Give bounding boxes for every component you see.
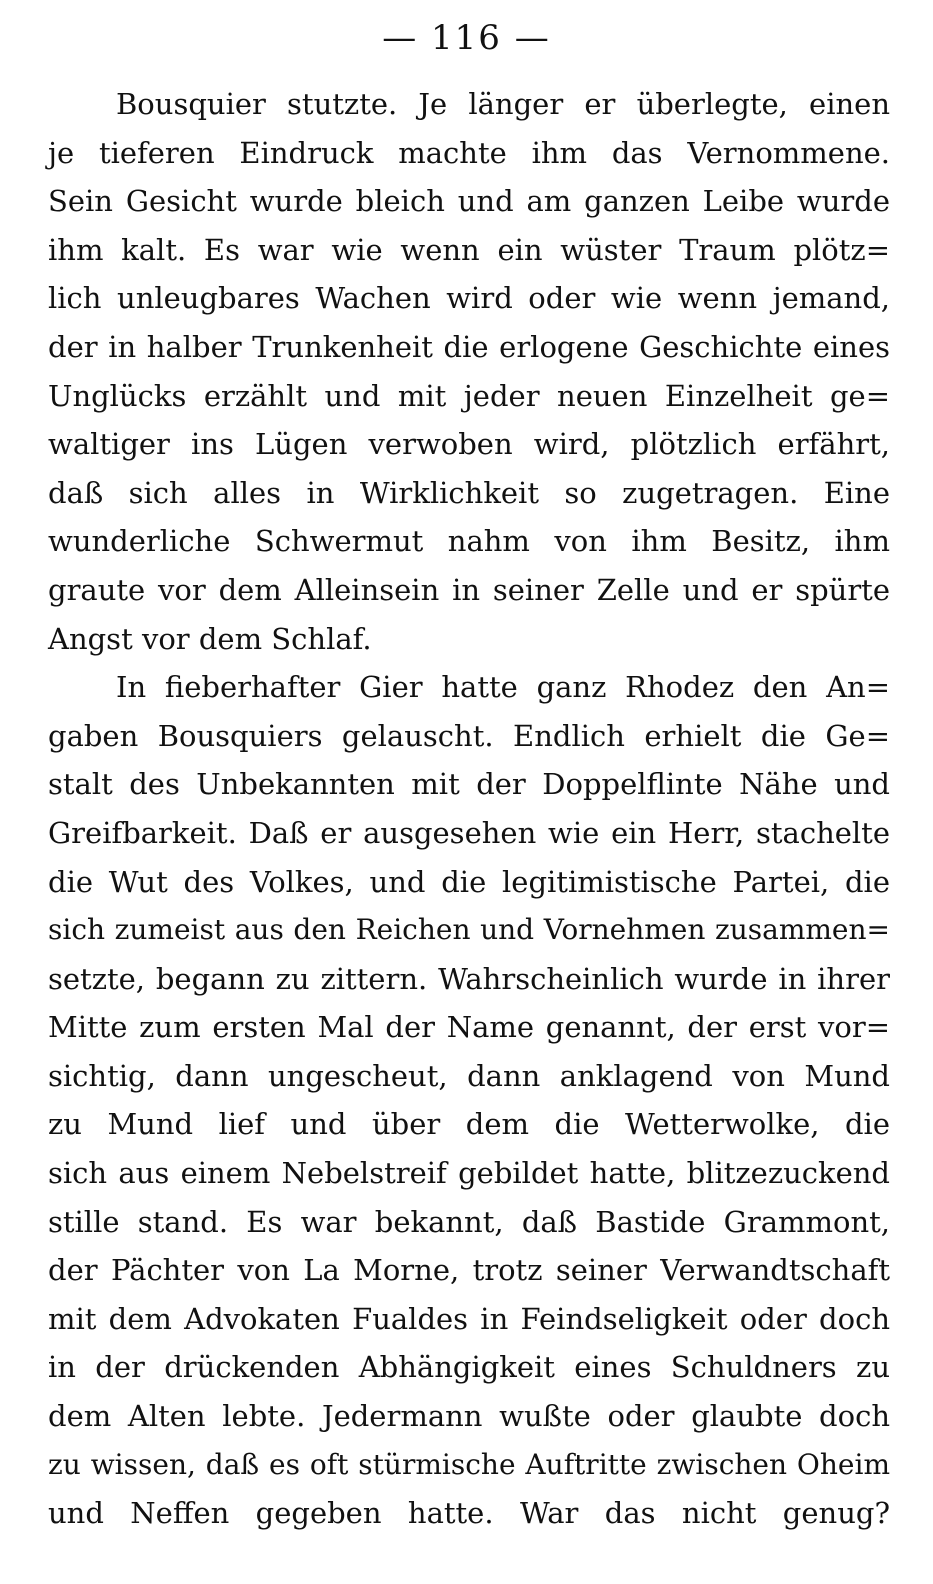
text-line: Mitte zum ersten Mal der Name genannt, der erst vor= <box>48 1010 890 1045</box>
text-line: ihm kalt. Es war wie wenn ein wüster Traum plötz= <box>48 232 890 267</box>
text-line: stille stand. Es war bekannt, daß Bastide Grammont, <box>48 1204 890 1239</box>
text-line: Unglücks erzählt und mit jeder neuen Einzelheit ge= <box>48 378 890 413</box>
text-line: lich unleugbares Wachen wird oder wie wenn jemand, <box>48 281 890 316</box>
text-line: zu wissen, daß es oft stürmische Auftritte zwischen Oheim <box>48 1447 890 1481</box>
text-line: Bousquier stutzte. Je länger er überlegte, einen <box>116 87 890 121</box>
page-number-header: — 116 — <box>382 18 551 58</box>
text-line: Angst vor dem Schlaf. <box>48 621 372 656</box>
text-line: die Wut des Volkes, und die legitimistische Partei, die <box>48 864 890 899</box>
text-line: zu Mund lief und über dem die Wetterwolke, die <box>48 1107 890 1142</box>
text-line: Greifbarkeit. Daß er ausgesehen wie ein Herr, stachelte <box>48 815 890 850</box>
text-line: setzte, begann zu zittern. Wahrscheinlich wurde in ihrer <box>48 961 890 996</box>
text-line: in der drückenden Abhängigkeit eines Schuldners zu <box>48 1350 890 1385</box>
text-line: der Pächter von La Morne, trotz seiner Verwandtschaft <box>48 1253 890 1288</box>
text-line: mit dem Advokaten Fualdes in Feindseligkeit oder doch <box>48 1301 890 1336</box>
text-line: wunderliche Schwermut nahm von ihm Besitz, ihm <box>48 524 890 559</box>
body-text <box>48 80 890 1538</box>
text-line: gaben Bousquiers gelauscht. Endlich erhielt die Ge= <box>48 718 890 753</box>
text-line: In fieberhafter Gier hatte ganz Rhodez den An= <box>116 670 890 705</box>
paragraph-1 <box>48 80 890 663</box>
text-line: daß sich alles in Wirklichkeit so zugetragen. Eine <box>48 475 890 510</box>
text-line: stalt des Unbekannten mit der Doppelflinte Nähe und <box>48 767 890 802</box>
text-line: der in halber Trunkenheit die erlogene Geschichte eines <box>48 329 890 364</box>
text-line: dem Alten lebte. Jedermann wußte oder glaubte doch <box>48 1399 890 1434</box>
paragraph-2 <box>48 663 890 1538</box>
text-line: sich zumeist aus den Reichen und Vornehmen zusammen= <box>48 913 890 947</box>
text-line: Sein Gesicht wurde bleich und am ganzen Leibe wurde <box>48 184 890 219</box>
text-line: waltiger ins Lügen verwoben wird, plötzlich erfährt, <box>48 427 890 462</box>
text-line: sich aus einem Nebelstreif gebildet hatte, blitzezuckend <box>48 1156 890 1191</box>
text-line: graute vor dem Alleinsein in seiner Zelle und er spürte <box>48 572 890 607</box>
text-line: je tieferen Eindruck machte ihm das Vernommene. <box>48 135 890 170</box>
text-line: sichtig, dann ungescheut, dann anklagend von Mund <box>48 1058 890 1093</box>
text-line: und Neffen gegeben hatte. War das nicht genug? <box>48 1496 890 1531</box>
